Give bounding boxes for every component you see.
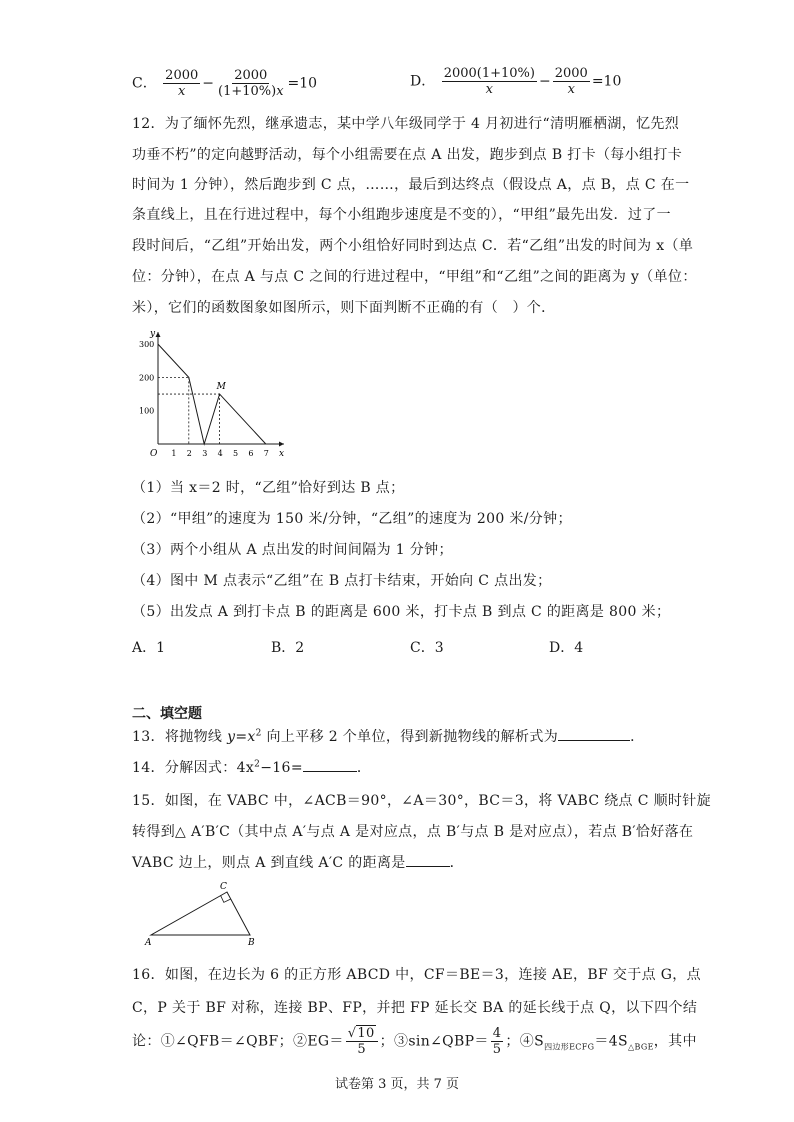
answer-blank[interactable] — [303, 759, 357, 772]
x-tick-label: 6 — [248, 449, 254, 458]
q16-text-b: ；③sin∠QBP＝ — [379, 1033, 489, 1050]
page-footer: 试卷第 3 页，共 7 页 — [334, 1077, 460, 1092]
q16-text-e: ，其中 — [653, 1033, 697, 1050]
q12-statement-4: （4）图中 M 点表示“乙组”在 B 点打卡结束，开始向 C 点出发； — [132, 573, 552, 589]
den-var: x — [276, 84, 284, 99]
x-tick-label: 7 — [263, 449, 269, 458]
function-graph — [138, 326, 288, 460]
q13-end: ． — [630, 729, 645, 745]
q16-line-1: 16．如图，在边长为 6 的正方形 ABCD 中，CF＝BE＝3，连接 AE，BF 交于点 G，点 — [132, 967, 701, 983]
q14-end: ． — [356, 760, 372, 776]
fraction — [491, 1026, 504, 1057]
q13-sup: 2 — [255, 728, 262, 739]
y-tick-label: 200 — [139, 373, 155, 383]
q16-sub-2: △BGE — [627, 1042, 654, 1052]
fraction — [163, 68, 200, 99]
denominator: x — [485, 82, 493, 97]
q15-line-3 — [132, 852, 464, 872]
q16-text-c: ；④S — [505, 1033, 545, 1050]
numerator: 2000 — [234, 68, 268, 83]
q14 — [132, 757, 371, 777]
q12-line-5: 段时间后，“乙组”开始出发，两个小组恰好同时到达点 C．若“乙组”出发的时间为 x（单 — [132, 238, 694, 254]
x-tick-label: 1 — [171, 449, 177, 458]
q12-option-b: B．2 — [271, 640, 305, 656]
y-tick-label: 300 — [139, 340, 155, 350]
q12-statement-1: （1）当 x＝2 时，“乙组”恰好到达 B 点； — [132, 480, 405, 496]
answer-blank[interactable] — [558, 728, 630, 741]
denominator: x — [567, 82, 575, 97]
option-c-label: C． — [132, 75, 157, 92]
q12-line-1: 12．为了缅怀先烈，继承遗志，某中学八年级同学于 4 月初进行“清明雁栖湖，忆先烈 — [132, 116, 680, 132]
q13-expr: y=x — [227, 729, 256, 745]
sqrt-value: 10 — [357, 1026, 375, 1041]
den-part: (1+10%) — [218, 84, 277, 99]
y-tick-label: 100 — [139, 406, 155, 416]
section-title: 二、填空题 — [132, 706, 202, 722]
denominator: 5 — [357, 1042, 367, 1057]
fraction — [442, 66, 537, 97]
denominator — [216, 84, 286, 99]
point-m-label: M — [216, 382, 226, 393]
vertex-c-label: C — [220, 882, 227, 892]
q12-option-c: C．3 — [410, 640, 444, 656]
q14-text: 14．分解因式： — [132, 760, 237, 776]
numerator: √10 — [346, 1026, 378, 1042]
q12-line-4: 条直线上，且在行进过程中，每个小组跑步速度是不变的），“甲组”最先出发．过了一 — [132, 207, 671, 223]
q13-text-after: 向上平移 2 个单位，得到新抛物线的解析式为 — [261, 729, 559, 745]
y-axis-arrow — [156, 332, 161, 337]
q12-statement-2: （2）“甲组”的速度为 150 米/分钟，“乙组”的速度为 200 米/分钟； — [132, 511, 572, 527]
q12-statement-5: （5）出发点 A 到打卡点 B 的距离是 600 米，打卡点 B 到点 C 的距离是 800 米； — [132, 604, 671, 620]
numerator: 2000 — [165, 68, 199, 83]
x-axis-arrow — [279, 442, 284, 447]
q14-expr-a: 4x — [236, 760, 255, 776]
x-tick-label: 4 — [217, 449, 223, 458]
q16-line-2: C，P 关于 BF 对称，连接 BP、FP，并把 FP 延长交 BA 的延长线于点 Q，以下四个结 — [132, 1000, 698, 1016]
fraction — [216, 68, 286, 99]
q15-line-1: 15．如图，在 VABC 中，∠ACB＝90°，∠A＝30°，BC＝3，将 VABC 绕点 C 顺时针旋 — [132, 793, 711, 809]
x-tick-label: 5 — [233, 449, 239, 458]
x-tick-label: 3 — [202, 449, 208, 458]
q12-statement-3: （3）两个小组从 A 点出发的时间间隔为 1 分钟； — [132, 542, 453, 558]
triangle-figure — [140, 878, 266, 948]
numerator: 2000(1+10%) — [443, 66, 535, 81]
q16-text-a: 论：①∠QFB＝∠QBF；②EG＝ — [132, 1033, 344, 1050]
q13-text: 13．将抛物线 — [132, 729, 228, 745]
q11-option-c: C． $\frac{2000}{x}$ − $\frac{2000}{(1+10\%)x}$ =10 — [132, 68, 318, 99]
denominator: 5 — [492, 1042, 502, 1057]
origin-label: O — [150, 449, 158, 459]
rhs: =10 — [287, 75, 318, 92]
option-d-label: D． — [410, 73, 436, 90]
fraction — [346, 1026, 378, 1057]
q12-line-2: 功垂不朽”的定向越野活动，每个小组需要在点 A 出发，跑步到点 B 打卡（每小组打卡 — [132, 147, 683, 163]
denominator: x — [178, 84, 186, 99]
q13 — [132, 726, 644, 746]
q16-sub-1: 四边形ECFG — [544, 1042, 595, 1052]
q16-text-d: ＝4S — [594, 1033, 628, 1050]
q12-option-d: D．4 — [549, 640, 584, 656]
q15-line-2: 转得到△ A′B′C（其中点 A′与点 A 是对应点，点 B′与点 B 是对应点），若点 B′恰好落在 — [132, 824, 694, 840]
rhs: =10 — [591, 73, 622, 90]
q14-sup: 2 — [254, 759, 261, 770]
vertex-a-label: A — [145, 938, 152, 948]
x-tick-label: 2 — [186, 449, 192, 458]
x-axis-label: x — [279, 449, 285, 459]
q12-option-a: A．1 — [132, 640, 166, 656]
q12-line-6: 位：分钟），在点 A 与点 C 之间的行进过程中，“甲组”和“乙组”之间的距离为 y（单位： — [132, 269, 697, 285]
q15-end: ． — [449, 855, 465, 871]
q12-line-7: 米），它们的函数图象如图所示，则下面判断不正确的有（ ）个． — [132, 300, 556, 316]
answer-blank[interactable] — [406, 854, 450, 867]
fraction — [553, 66, 590, 97]
numerator: 4 — [492, 1026, 502, 1041]
q15-line-3-text: VABC 边上，则点 A 到直线 A′C 的距离是 — [132, 855, 406, 871]
q11-option-d: D． $\frac{2000(1+10\%)}{x}$ − $\frac{2000}{x}$ =10 — [410, 66, 622, 97]
numerator: 2000 — [554, 66, 588, 81]
q12-line-3: 时间为 1 分钟），然后跑步到 C 点，……，最后到达终点（假设点 A，点 B，点 C 在一 — [132, 177, 690, 193]
q16-line-3 — [132, 1026, 697, 1057]
y-axis-label: y — [150, 329, 156, 339]
q14-expr-b: −16= — [260, 760, 303, 776]
vertex-b-label: B — [248, 938, 255, 948]
triangle-abc — [151, 892, 250, 935]
